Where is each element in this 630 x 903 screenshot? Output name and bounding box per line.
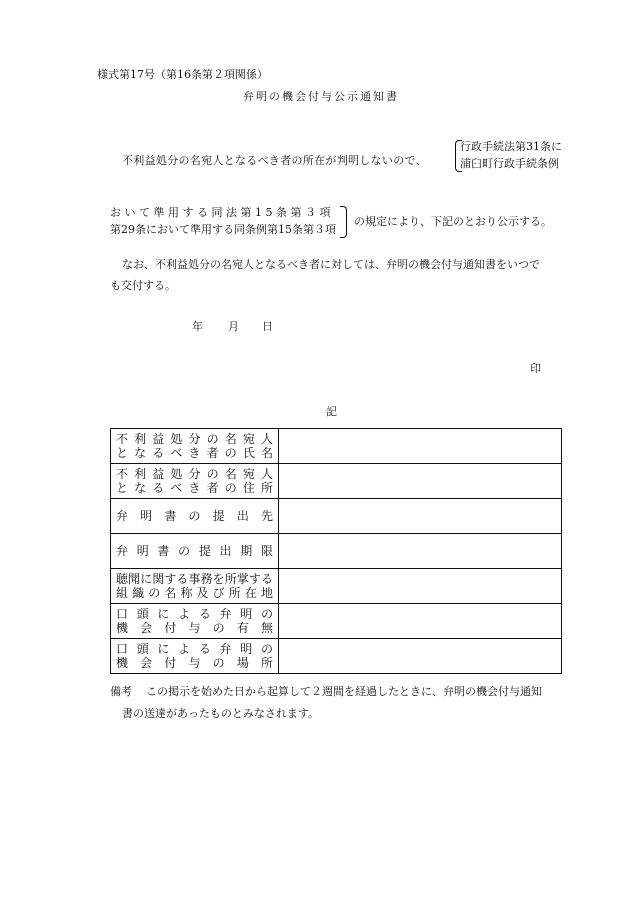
brace-right <box>340 206 347 238</box>
row-label-line: 弁明書の提出期限 <box>116 544 273 558</box>
row-value <box>279 429 562 464</box>
table-row <box>111 499 562 534</box>
row-label-line: 機会付与の有無 <box>116 621 273 635</box>
para1-line1: 不利益処分の名宛人となるべき者の所在が判明しないので、 <box>122 154 427 167</box>
table-row <box>111 464 562 499</box>
row-label-line: 不利益処分の名宛人 <box>116 432 273 446</box>
row-label-line: となるべき者の住所 <box>116 481 273 495</box>
row-label-line: 弁明書の提出先 <box>116 509 273 523</box>
row-label <box>111 604 279 639</box>
row-label <box>111 534 279 569</box>
row-label-line: 聴聞に関する事務を所掌する <box>116 572 273 586</box>
record-table <box>110 428 562 674</box>
table-row <box>111 569 562 604</box>
remarks-line2: 書の送達があったものとみなされます。 <box>122 707 320 720</box>
date-year: 年 <box>192 320 203 333</box>
row-label-line: 組織の名称及び所在地 <box>116 586 273 600</box>
row-label-line: 機会付与の場所 <box>116 656 273 670</box>
row-label <box>111 499 279 534</box>
para2-line2: も交付する。 <box>110 279 176 292</box>
line2-option-1: おいて準用する同法第15条第３項 <box>110 206 334 219</box>
line2-option-2: 第29条において準用する同条例第15条第３項 <box>110 223 336 236</box>
row-value <box>279 499 562 534</box>
row-label-line: 口頭による弁明の <box>116 642 273 656</box>
form-number: 様式第17号（第16条第２項関係） <box>97 68 268 81</box>
table-row <box>111 639 562 674</box>
row-value <box>279 464 562 499</box>
page-title: 弁明の機会付与公示通知書 <box>243 90 399 103</box>
brace-option-2: 浦臼町行政手続条例 <box>460 157 559 170</box>
date-month: 月 <box>228 320 239 333</box>
record-heading: 記 <box>326 405 337 418</box>
row-value <box>279 604 562 639</box>
row-value <box>279 639 562 674</box>
row-label-line: 不利益処分の名宛人 <box>116 467 273 481</box>
row-label <box>111 464 279 499</box>
row-value <box>279 569 562 604</box>
para2-line1: なお、不利益処分の名宛人となるべき者に対しては、弁明の機会付与通知書をいつで <box>122 258 540 271</box>
table-row <box>111 534 562 569</box>
seal-mark: 印 <box>530 362 541 375</box>
row-label <box>111 639 279 674</box>
row-label <box>111 569 279 604</box>
table-row <box>111 604 562 639</box>
row-value <box>279 534 562 569</box>
remarks-line1: この掲示を始めた日から起算して２週間を経過したときに、弁明の機会付与通知 <box>146 685 542 698</box>
row-label-line: 口頭による弁明の <box>116 607 273 621</box>
brace-option-1: 行政手続法第31条に <box>460 140 562 153</box>
table-row <box>111 429 562 464</box>
remarks-label: 備考 <box>110 685 132 698</box>
row-label-line: となるべき者の氏名 <box>116 446 273 460</box>
date-day: 日 <box>262 320 273 333</box>
row-label <box>111 429 279 464</box>
para1-line2-tail: の規定により、下記のとおり公示する。 <box>354 215 552 228</box>
